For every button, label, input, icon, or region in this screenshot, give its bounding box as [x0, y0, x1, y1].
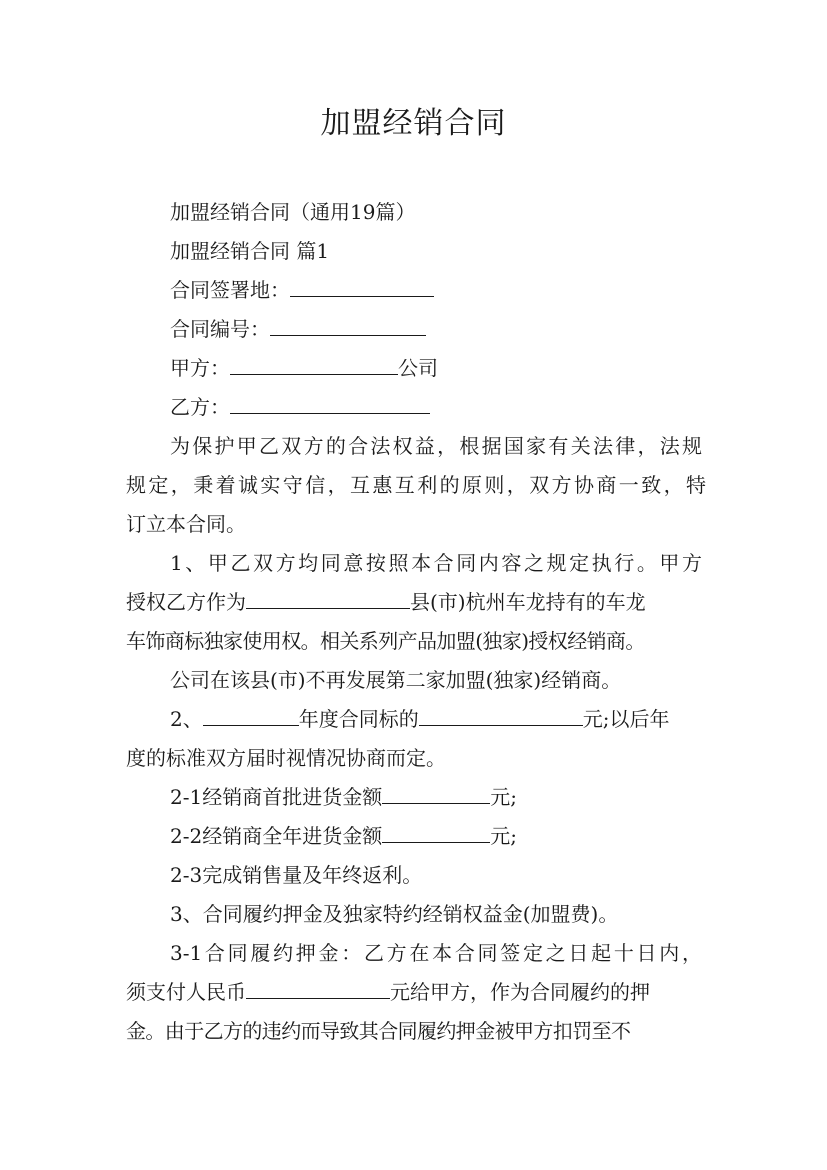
party-a-label: 甲方：	[170, 356, 230, 380]
chapter-heading: 加盟经销合同 篇1	[170, 239, 330, 263]
clause1-line-3: 车饰商标独家使用权。相关系列产品加盟(独家)授权经销商。	[126, 629, 645, 653]
contract-no-line	[170, 315, 750, 343]
clause2-text-1b: 年度合同标的	[298, 707, 419, 731]
clause2-amount-blank	[419, 705, 583, 726]
clause2-1-blank	[382, 783, 490, 804]
party-b-label: 乙方：	[170, 395, 230, 419]
clause3-1-line-3: 金。由于乙方的违约而导致其合同履约押金被甲方扣罚至不	[126, 1019, 631, 1043]
contract-no-blank	[270, 315, 426, 336]
party-a-suffix: 公司	[398, 356, 438, 380]
clause3-1-text-2a: 须支付人民币	[126, 980, 246, 1004]
clause2-1-unit: 元;	[490, 785, 517, 809]
sign-place-blank	[290, 276, 434, 297]
sign-place-line	[170, 276, 750, 304]
clause1-region-blank	[246, 588, 410, 609]
clause2-1-line	[170, 783, 750, 811]
clause3-1-text-2b: 元给甲方，作为合同履约的押	[390, 980, 650, 1004]
clause2-line-2: 度的标准双方届时视情况协商而定。	[126, 746, 446, 770]
document-title: 加盟经销合同	[320, 106, 507, 141]
clause2-2-text: 2-2经销商全年进货金额	[170, 824, 383, 848]
intro-line-1	[170, 432, 702, 460]
clause3-1-line-1	[170, 939, 702, 967]
clause3-1-text-1: 3-1合同履约押金：乙方在本合同签定之日起十日内，	[170, 941, 702, 965]
party-b-line	[170, 393, 750, 421]
party-b-blank	[230, 393, 430, 414]
clause3-1-amount-blank	[246, 978, 390, 999]
clause2-2-line	[170, 822, 750, 850]
party-a-blank	[230, 354, 398, 375]
intro-text-1: 为保护甲乙双方的合法权益，根据国家有关法律，法规	[170, 434, 702, 458]
clause1-text-2b: 县(市)杭州车龙持有的车龙	[410, 590, 646, 614]
contract-no-label: 合同编号：	[170, 317, 270, 341]
clause1-text-1: 1、甲乙双方均同意按照本合同内容之规定执行。甲方	[170, 551, 702, 575]
clause2-2-unit: 元;	[490, 824, 517, 848]
clause2-3-line: 2-3完成销售量及年终返利。	[170, 863, 423, 887]
subtitle: 加盟经销合同（通用19篇）	[170, 200, 416, 224]
clause2-2-blank	[382, 822, 490, 843]
clause2-year-blank	[203, 705, 299, 726]
party-a-line	[170, 354, 750, 382]
intro-text-2: 规定，秉着诚实守信，互惠互利的原则，双方协商一致，特	[126, 473, 706, 497]
clause1-text-2a: 授权乙方作为	[126, 590, 246, 614]
clause1-line-1	[170, 549, 702, 577]
clause2-text-1a: 2、	[170, 707, 203, 731]
clause2-1-text: 2-1经销商首批进货金额	[170, 785, 383, 809]
intro-line-2	[126, 471, 706, 499]
clause1-line-2	[126, 588, 706, 616]
clause1-line-4: 公司在该县(市)不再发展第二家加盟(独家)经销商。	[170, 668, 622, 692]
clause3-line: 3、合同履约押金及独家特约经销权益金(加盟费)。	[170, 902, 619, 926]
clause3-1-line-2	[126, 978, 706, 1006]
clause2-line-1	[170, 705, 750, 733]
clause2-text-1c: 元;以后年	[582, 707, 670, 731]
sign-place-label: 合同签署地：	[170, 278, 290, 302]
intro-line-3: 订立本合同。	[126, 512, 246, 536]
